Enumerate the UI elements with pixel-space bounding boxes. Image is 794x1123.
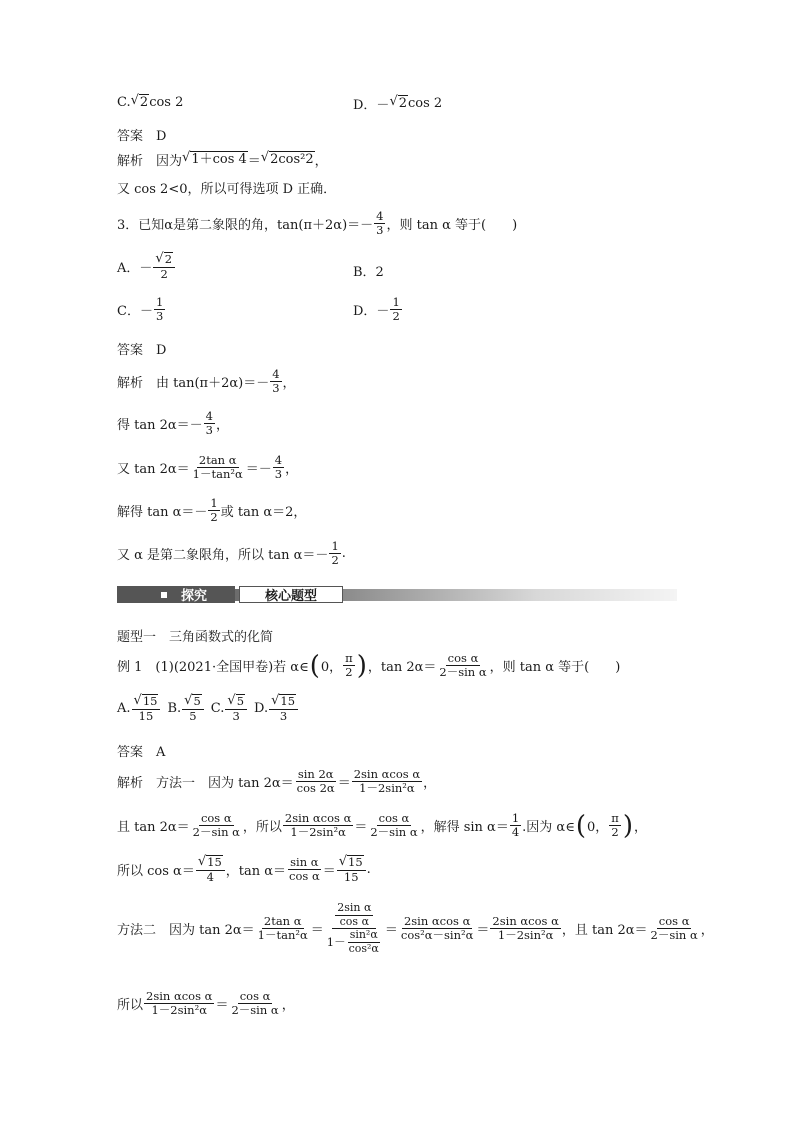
solution-step-2: 得 tan 2α＝－ $\frac{4}{3}$ ， xyxy=(117,409,230,438)
type-heading: 题型一 三角函数式的化简 xyxy=(117,630,274,645)
method-2-line2: 所以 $\frac{\text{2sin αcos α}}{\text{1－2sin²α}}$ ＝ $\frac{\text{cos α}}{\text{2－sin α}}$ ， xyxy=(117,989,295,1018)
sqrt-2: √ 2 xyxy=(130,93,149,110)
answer-2: 答案 D xyxy=(117,343,167,358)
banner-left: 探究 xyxy=(117,586,235,603)
square-bullet-icon xyxy=(161,592,167,598)
option-c: C. √ 2 cos 2 xyxy=(117,93,184,110)
example-1: 例 1 (1)(2021·全国甲卷)若 α∈ ( 0， $\frac{\pi}{2}$ ) ，tan 2α＝ $\frac{\text{cos α}}{\text{2－sin α}}$ ，则 tan α 等于( ) xyxy=(117,650,621,681)
method-1-line2: 且 tan 2α＝ $\frac{\text{cos α}}{\text{2－sin α}}$ ，所以 $\frac{\text{2sin αcos α}}{\text{1－2sin²α}}$ ＝ $\frac{\text{cos α}}{\text{2－sin α}}$ ，解得 sin α＝ $\frac{1}{4}$ .因为 α∈ ( 0， $\frac{\pi}{2}$ ) ， xyxy=(117,810,648,841)
section-banner xyxy=(117,586,677,603)
solution-step-3: 又 tan 2α＝ $\frac{\text{2tan α}}{\text{1－tan²α}}$ ＝－ $\frac{4}{3}$ ， xyxy=(117,453,299,482)
answer-3: 答案 A xyxy=(117,745,166,760)
sqrt-2: √ 2 xyxy=(389,94,408,112)
explanation-1-line2: 又 cos 2<0，所以可得选项 D 正确． xyxy=(117,182,337,197)
question-3: 3．已知α是第二象限的角，tan(π＋2α)＝－ $\frac{4}{3}$ ，则 tan α 等于( ) xyxy=(117,209,518,238)
explanation-1: 解析 因为 √ 1＋cos 4 ＝ √ 2cos²2 ， xyxy=(117,150,328,169)
solution-step-5: 又 α 是第二象限角，所以 tan α＝－ $\frac{1}{2}$ . xyxy=(117,539,346,568)
option-b: B．2 xyxy=(353,265,384,280)
solution-step-4: 解得 tan α＝－ $\frac{1}{2}$ 或 tan α＝2， xyxy=(117,496,307,525)
compound-fraction: $\frac{\text{2sin α}}{\text{cos α}}$ 1－ $\frac{\text{sin²α}}{\text{cos²α}}$ xyxy=(326,901,379,955)
example-1-options: A. √ 15 15 B. √ 5 5 C. √ 5 3 D. √ 15 3 xyxy=(117,694,299,723)
method-2-line1: 方法二 因为 tan 2α＝ $\frac{\text{2tan α}}{\text{1－tan²α}}$ ＝ $\frac{\text{2sin α}}{\text{cos α}}$ 1－ $\frac{\text{sin²α}}{\text{cos²α}}$ ＝ $\frac{\text{2sin αcos α}}{\text{cos²α－sin²α}}$ ＝ $\frac{\text{2sin αcos α}}{\text{1－2sin²α}}$ ，且 tan 2α＝ $\frac{\text{cos α}}{\text{2－sin α}}$ ， xyxy=(117,901,714,955)
option-d: D．－ √ 2 cos 2 xyxy=(353,94,443,113)
banner-right: 核心题型 xyxy=(239,586,343,603)
option-c-q3: C．－ $\frac{1}{3}$ xyxy=(117,295,164,324)
method-1-line1: 解析 方法一 因为 tan 2α＝ $\frac{\sin 2\alpha}{\cos 2\alpha}$ ＝ $\frac{\text{2sin αcos α}}{\text{1－2sin²α}}$ ， xyxy=(117,767,437,796)
option-a: A．－ √ 2 2 xyxy=(117,252,176,281)
method-1-line3: 所以 cos α＝ √ 15 4 ，tan α＝ $\frac{\text{sin α}}{\text{cos α}}$ ＝ √ 15 15 . xyxy=(117,854,371,884)
solution-step-1: 解析 由 tan(π＋2α)＝－ $\frac{4}{3}$ ， xyxy=(117,367,296,396)
answer-1: 答案 D xyxy=(117,129,167,144)
option-d-q3: D．－ $\frac{1}{2}$ xyxy=(353,295,400,324)
